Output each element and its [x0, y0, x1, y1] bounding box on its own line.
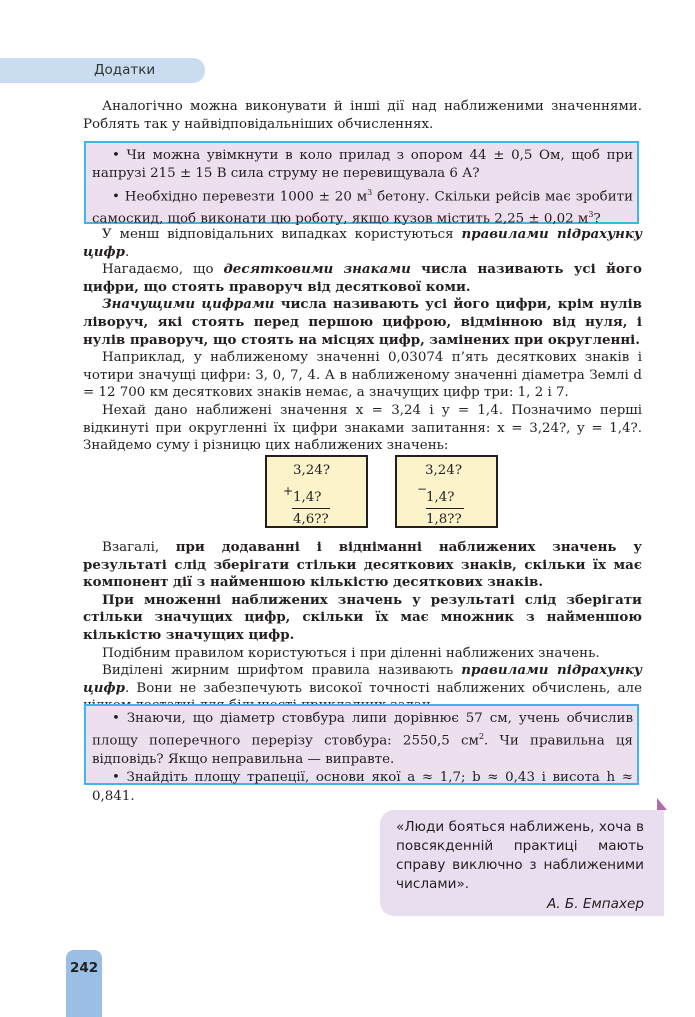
diff-rule-line — [426, 508, 464, 509]
sum-calculation — [265, 455, 368, 528]
difference-calculation — [395, 455, 498, 528]
question-3: • Знаючи, що діаметр стовбура липи дорівнює 57 см, учень обчислив площу поперечного перерізу стовбура: 2550,5 $см^2$. Чи правильна ця відповідь? Якщо неправильна — виправте. — [92, 711, 633, 768]
sum-result: 4,6?? — [293, 512, 329, 527]
conclusion-division: Подібним правилом користуються і при діленні наближених значень. — [102, 645, 600, 661]
quote-corner-decoration — [657, 798, 667, 810]
conclusions-block — [83, 539, 642, 715]
rule-paragraph-2: Нагадаємо, що десятковими знаками числа називають усі його цифри, що стоять праворуч від десяткової коми. — [83, 261, 642, 295]
diff-top-operand: 3,24? — [425, 463, 462, 478]
quote-card — [380, 810, 664, 916]
page-number: 242 — [70, 960, 99, 976]
sum-top-operand: 3,24? — [293, 463, 330, 478]
page-number-tab — [66, 950, 102, 1017]
intro-paragraph: Аналогічно можна виконувати й інші дії над наближеними значеннями. Роблять так у найвідповідальніших обчисленнях. — [83, 99, 642, 132]
rule-paragraph-1: У менш відповідальних випадках користуються правилами підрахунку цифр. — [83, 226, 642, 260]
sum-rule-line — [292, 508, 330, 509]
conclusion-add-sub: Взагалі, при додаванні і відніманні наближених значень у результаті слід зберігати стільки десяткових знаків, скільки їх має компонент дії з найменшою кількістю десяткових знаків. — [83, 539, 643, 591]
question-4: • Знайдіть площу трапеції, основи якої a ≈ 1,7; b ≈ 0,43 і висота h ≈ 0,841. — [92, 770, 633, 804]
question-2: • Необхідно перевезти 1000 ± 20 $м^3$ бетону. Скільки рейсів має зробити самоскид, щоб виконати цю роботу, якщо кузов містить 2,25 ± 0,02 $м^3$? — [92, 187, 634, 227]
setup-paragraph: Нехай дано наближені значення x = 3,24 і y = 1,4. Позначимо перші відкинуті при округленні їх цифри знаками запитання: x = 3,24?, y = 1,4?. Знайдемо суму і різницю цих наближених значень: — [83, 402, 642, 454]
diff-bottom-operand: 1,4? — [426, 490, 455, 505]
questions-box-2 — [84, 704, 639, 804]
section-title: Додатки — [94, 62, 156, 78]
section-header-tab — [0, 58, 205, 83]
conclusion-multiplication: При множенні наближених значень у результаті слід зберігати стільки значущих цифр, скільки їх має множник з найменшою кількістю значущих цифр. — [83, 591, 642, 643]
conclusion-rules-name: Виділені жирним шрифтом правила називають правилами підрахунку цифр. Вони не забезпечують високої точності наближених обчислень, але — [83, 662, 642, 696]
quote-text: «Люди бояться наближень, хоча в повсякденній практиці мають справу виключно з наближеними числами». — [396, 819, 644, 892]
intro-paragraph-block — [83, 98, 642, 133]
quote-author: А. Б. Емпахер — [546, 896, 644, 912]
example-paragraph: Наприклад, у наближеному значенні 0,03074 п’ять десяткових знаків і чотири значущі цифри: 3, 0, 7, 4. А в наближеному значенні діаметра Землі d = 12 700 км десяткових знаків немає, а значущих цифр три: 1, 2 і 7. — [83, 350, 642, 401]
questions-box-1 — [84, 141, 639, 227]
sum-bottom-operand: 1,4? — [293, 490, 322, 505]
question-1: • Чи можна увімкнути в коло прилад з опором 44 ± 0,5 Ом, щоб при напрузі 215 ± 15 В сила струму не перевищувала 6 А? — [92, 148, 633, 182]
plus-sign: + — [283, 484, 294, 498]
rules-block — [83, 226, 642, 455]
rule-paragraph-3: Значущими цифрами числа називають усі його цифри, крім нулів ліворуч, які стоять перед першою цифрою, відмінною від нуля, і нулів праворуч, що стоять на місцях цифр, замінених при округленні. — [83, 296, 642, 348]
minus-sign: − — [417, 482, 428, 496]
diff-result: 1,8?? — [426, 512, 462, 527]
